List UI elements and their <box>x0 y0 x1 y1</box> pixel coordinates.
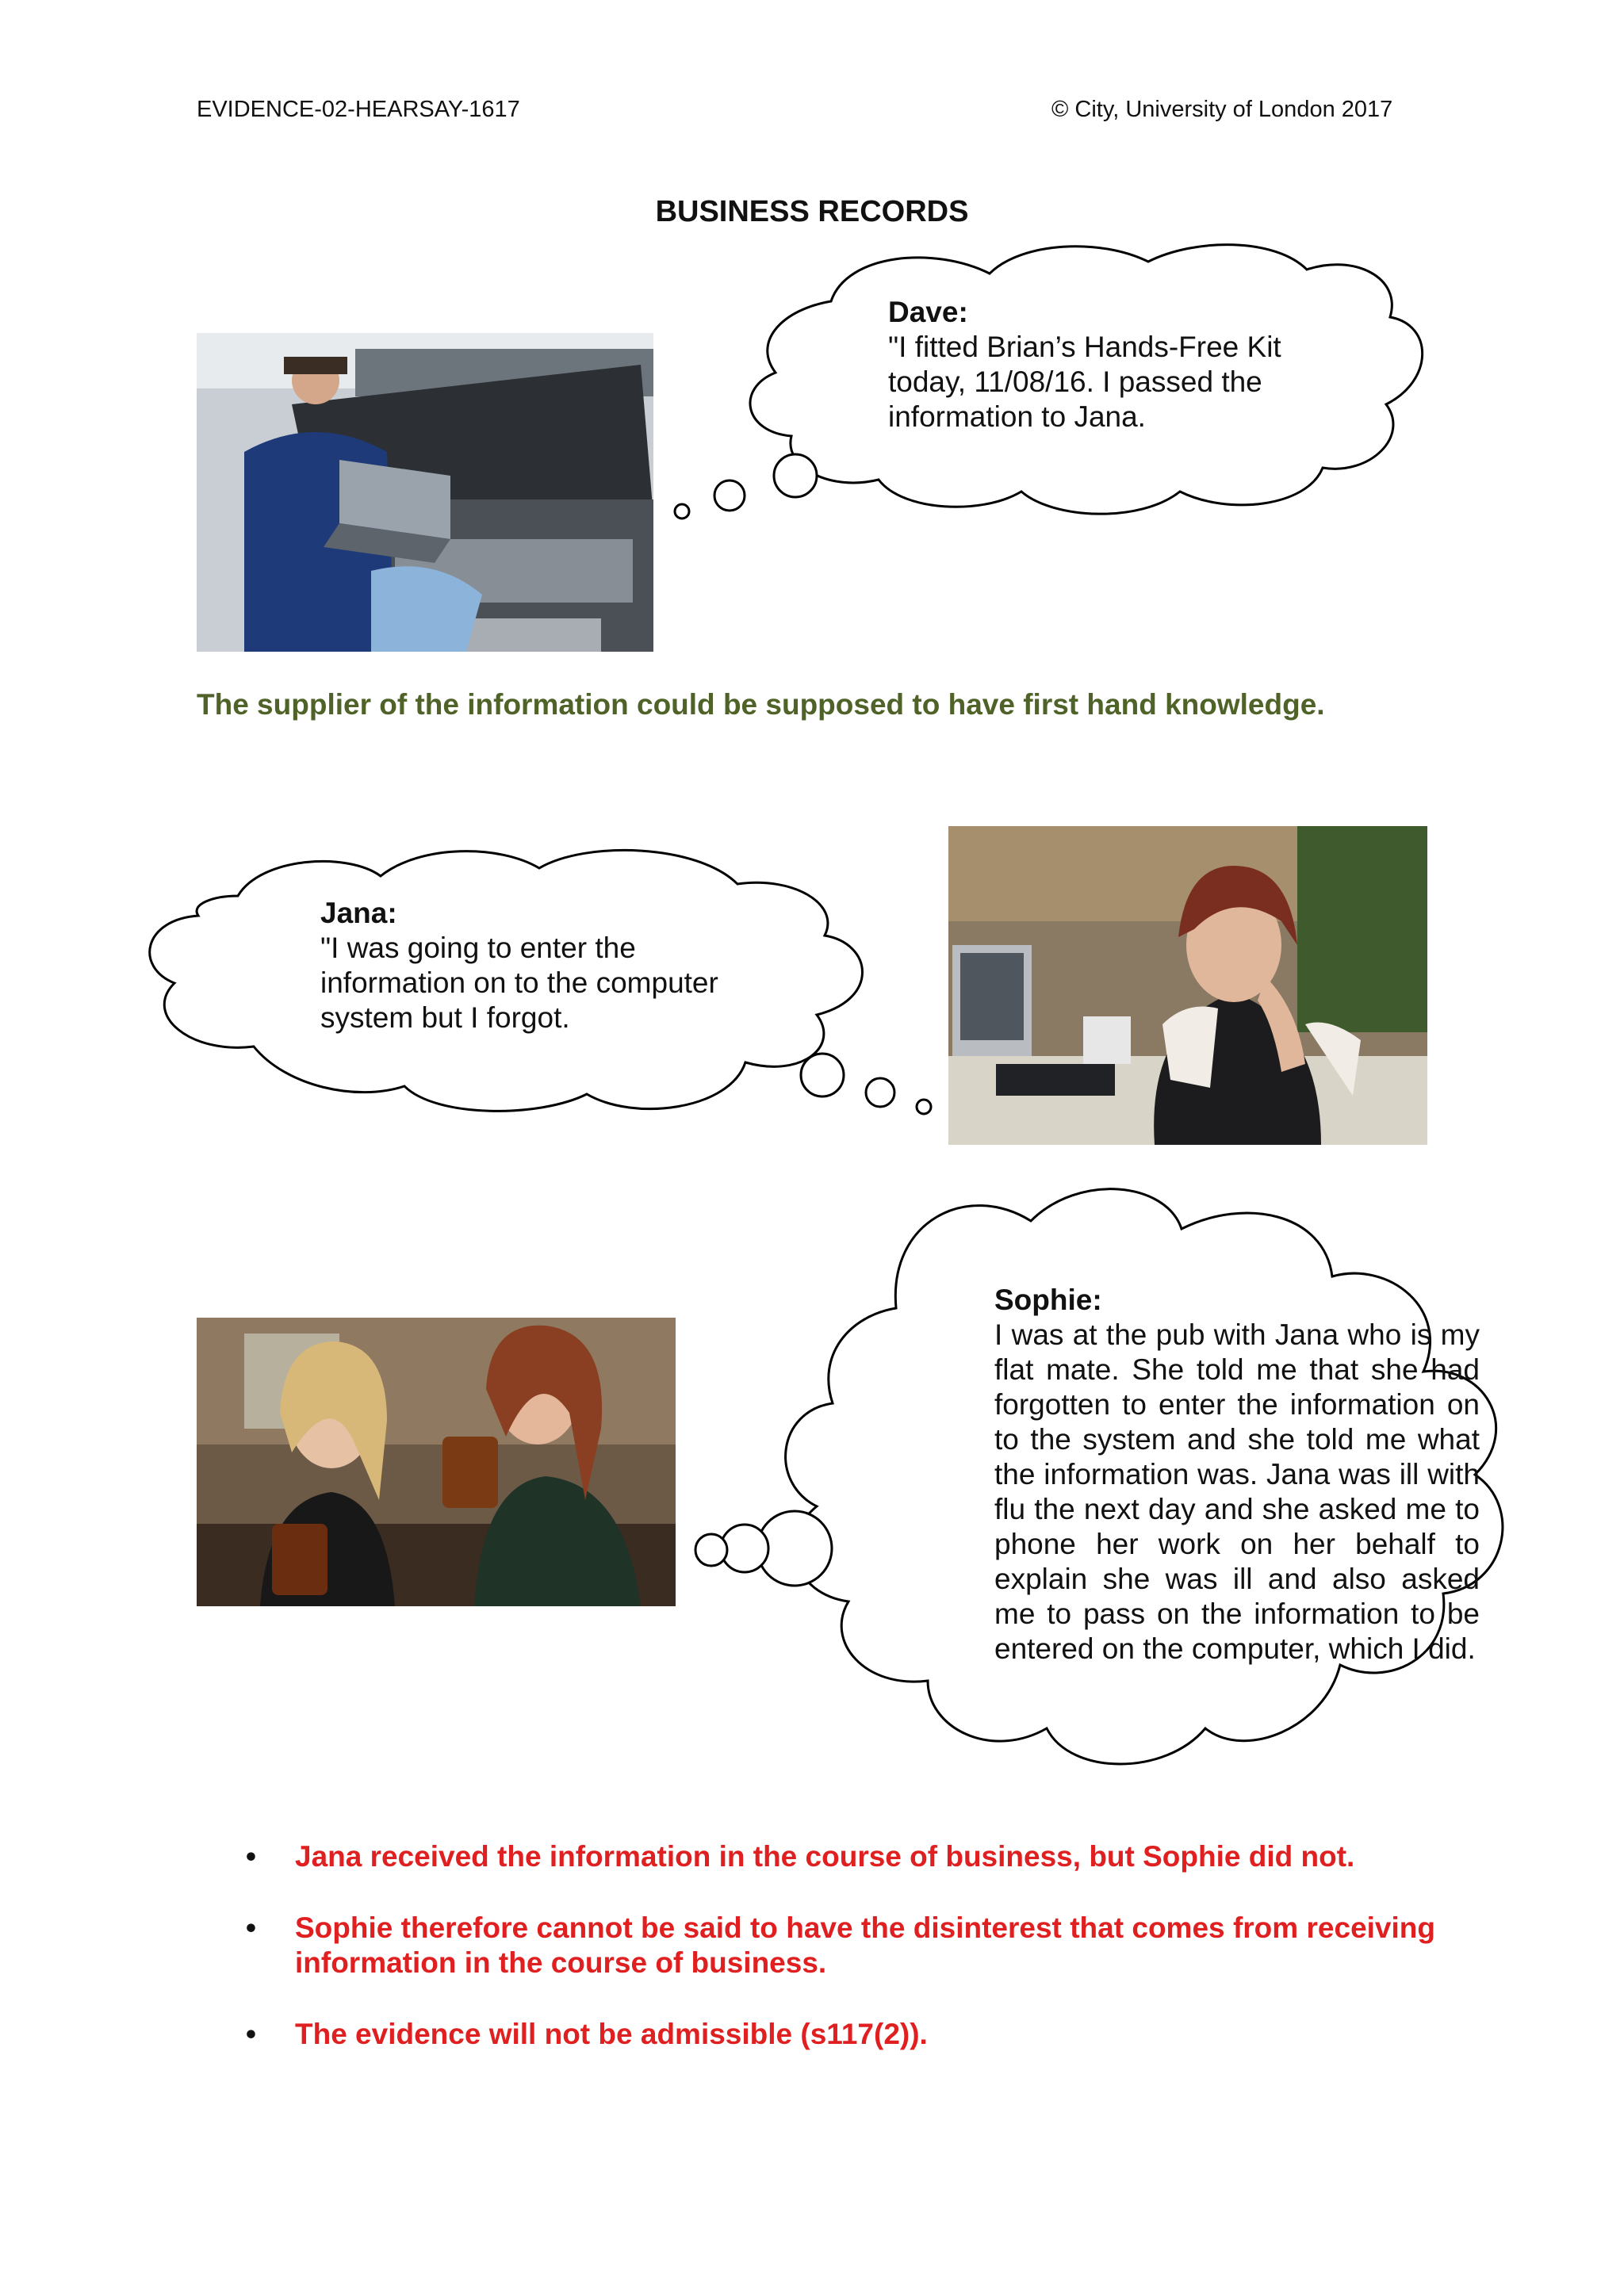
copyright-notice: © City, University of London 2017 <box>1051 97 1393 122</box>
bullet-icon: • <box>246 2018 256 2050</box>
conclusion-list <box>238 1839 1435 2088</box>
document-code: EVIDENCE-02-HEARSAY-1617 <box>197 97 520 122</box>
supplier-note: The supplier of the information could be supposed to have first hand knowledge. <box>197 688 1325 721</box>
pub-friends-image <box>197 1318 676 1606</box>
jana-photo <box>948 826 1427 1145</box>
list-item <box>238 2017 1435 2052</box>
page-title: BUSINESS RECORDS <box>655 195 969 228</box>
bullet-icon: • <box>246 1840 256 1873</box>
sophie-quote: I was at the pub with Jana who is my flat mate. She told me that she had forgotten to enter the information on to the system and she told me what the information was. Jana was ill with flu the next day and she asked me to phone her work on her behalf to explain she was ill and also asked me to pass on the information to be entered on the computer, which I did. <box>994 1318 1480 1665</box>
bullet-text: Sophie therefore cannot be said to have the disinterest that comes from receiving information in the course of business. <box>295 1911 1435 1979</box>
jana-name: Jana: <box>320 897 397 929</box>
mechanic-image <box>197 333 653 652</box>
bullet-icon: • <box>246 1911 256 1944</box>
sophie-speech <box>994 1283 1480 1667</box>
list-item <box>238 1911 1435 1980</box>
list-item <box>238 1839 1435 1874</box>
office-worker-image <box>948 826 1427 1145</box>
bullet-text: The evidence will not be admissible (s117(2)). <box>295 2018 928 2050</box>
dave-quote: "I fitted Brian’s Hands-Free Kit today, 11/08/16. I passed the information to Jana. <box>888 331 1281 433</box>
dave-name: Dave: <box>888 296 968 328</box>
jana-speech <box>320 896 764 1035</box>
sophie-photo <box>197 1318 676 1606</box>
jana-quote: "I was going to enter the information on to the computer system but I forgot. <box>320 932 718 1034</box>
sophie-name: Sophie: <box>994 1284 1102 1316</box>
bullet-text: Jana received the information in the course of business, but Sophie did not. <box>295 1840 1355 1873</box>
dave-photo <box>197 333 653 652</box>
dave-speech <box>888 295 1332 434</box>
